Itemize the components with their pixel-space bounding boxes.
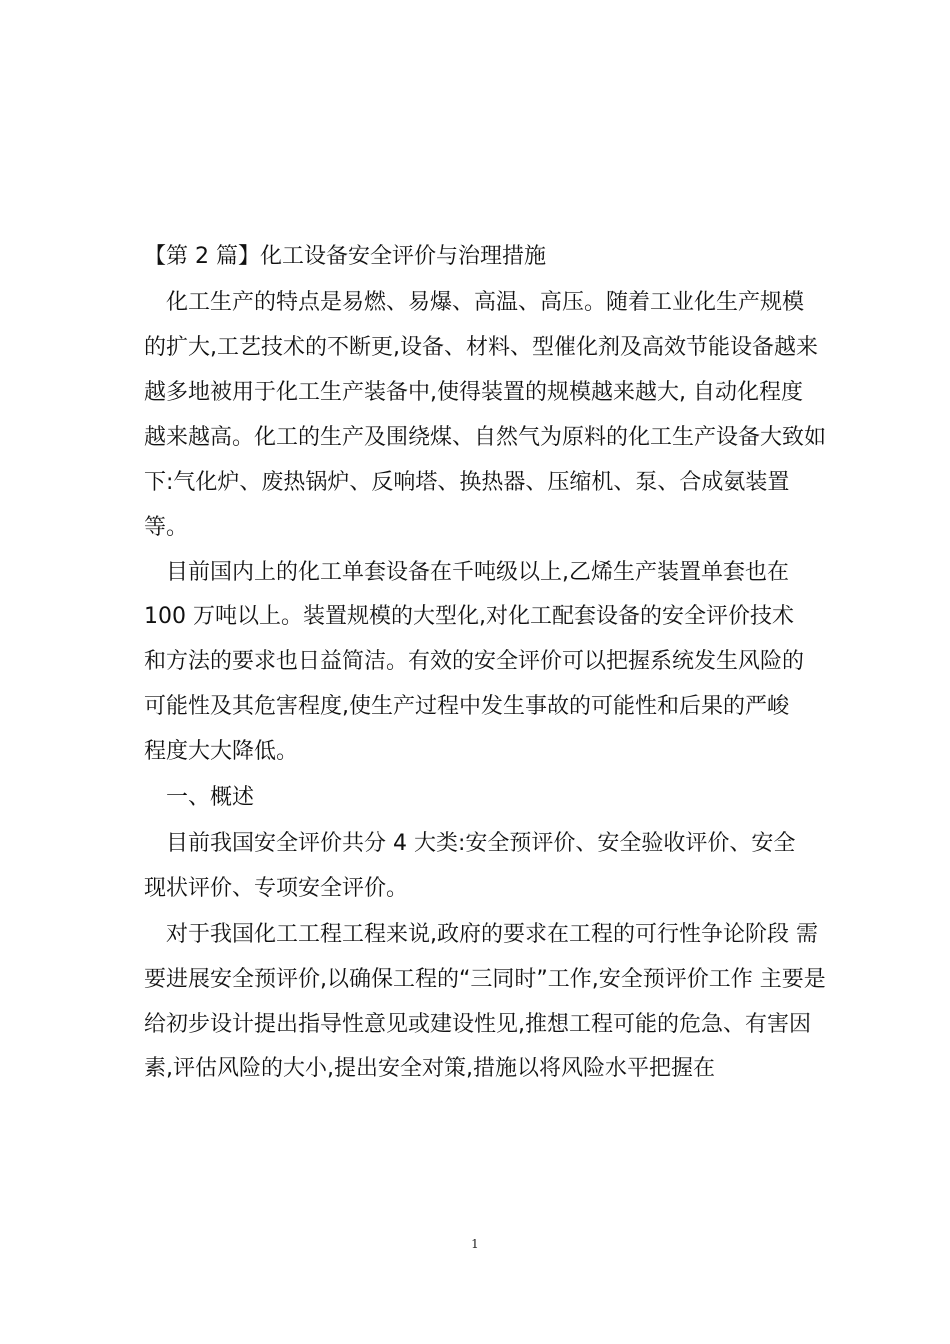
paragraph-line: 和方法的要求也日益简洁。有效的安全评价可以把握系统发生风险的 (144, 649, 805, 674)
paragraph-line: 对于我国化工工程工程来说,政府的要求在工程的可行性争论阶段 需 (166, 922, 818, 947)
paragraph-line: 可能性及其危害程度,使生产过程中发生事故的可能性和后果的严峻 (144, 694, 789, 719)
paragraph-line: 素,评估风险的大小,提出安全对策,措施以将风险水平把握在 (144, 1056, 715, 1081)
paragraph-line: 等。 (144, 515, 189, 540)
paragraph-line: 越多地被用于化工生产装备中,使得装置的规模越来越大, 自动化程度 (144, 380, 803, 405)
page-number: 1 (471, 1237, 479, 1251)
paragraph-line: 化工生产的特点是易燃、易爆、高温、高压。随着工业化生产规模 (166, 290, 805, 315)
paragraph-line: 100 万吨以上。装置规模的大型化,对化工配套设备的安全评价技术 (144, 604, 794, 629)
paragraph-line: 的扩大,工艺技术的不断更,设备、材料、型催化剂及高效节能设备越来 (144, 335, 818, 360)
paragraph-line: 下:气化炉、废热锅炉、反响塔、换热器、压缩机、泵、合成氨装置 (144, 470, 790, 495)
section-heading: 一、概述 (166, 785, 255, 810)
article-title: 【第 2 篇】化工设备安全评价与治理措施 (144, 244, 546, 269)
paragraph-line: 目前我国安全评价共分 4 大类:安全预评价、安全验收评价、安全 (166, 831, 796, 856)
paragraph-line: 越来越高。化工的生产及围绕煤、自然气为原料的化工生产设备大致如 (144, 425, 827, 450)
paragraph-line: 程度大大降低。 (144, 739, 299, 764)
paragraph-line: 给初步设计提出指导性意见或建设性见,推想工程可能的危急、有害因 (144, 1012, 811, 1037)
paragraph-line: 现状评价、专项安全评价。 (144, 876, 409, 901)
paragraph-line: 要进展安全预评价,以确保工程的“三同时”工作,安全预评价工作 主要是 (144, 967, 826, 992)
paragraph-line: 目前国内上的化工单套设备在千吨级以上,乙烯生产装置单套也在 (166, 560, 789, 585)
